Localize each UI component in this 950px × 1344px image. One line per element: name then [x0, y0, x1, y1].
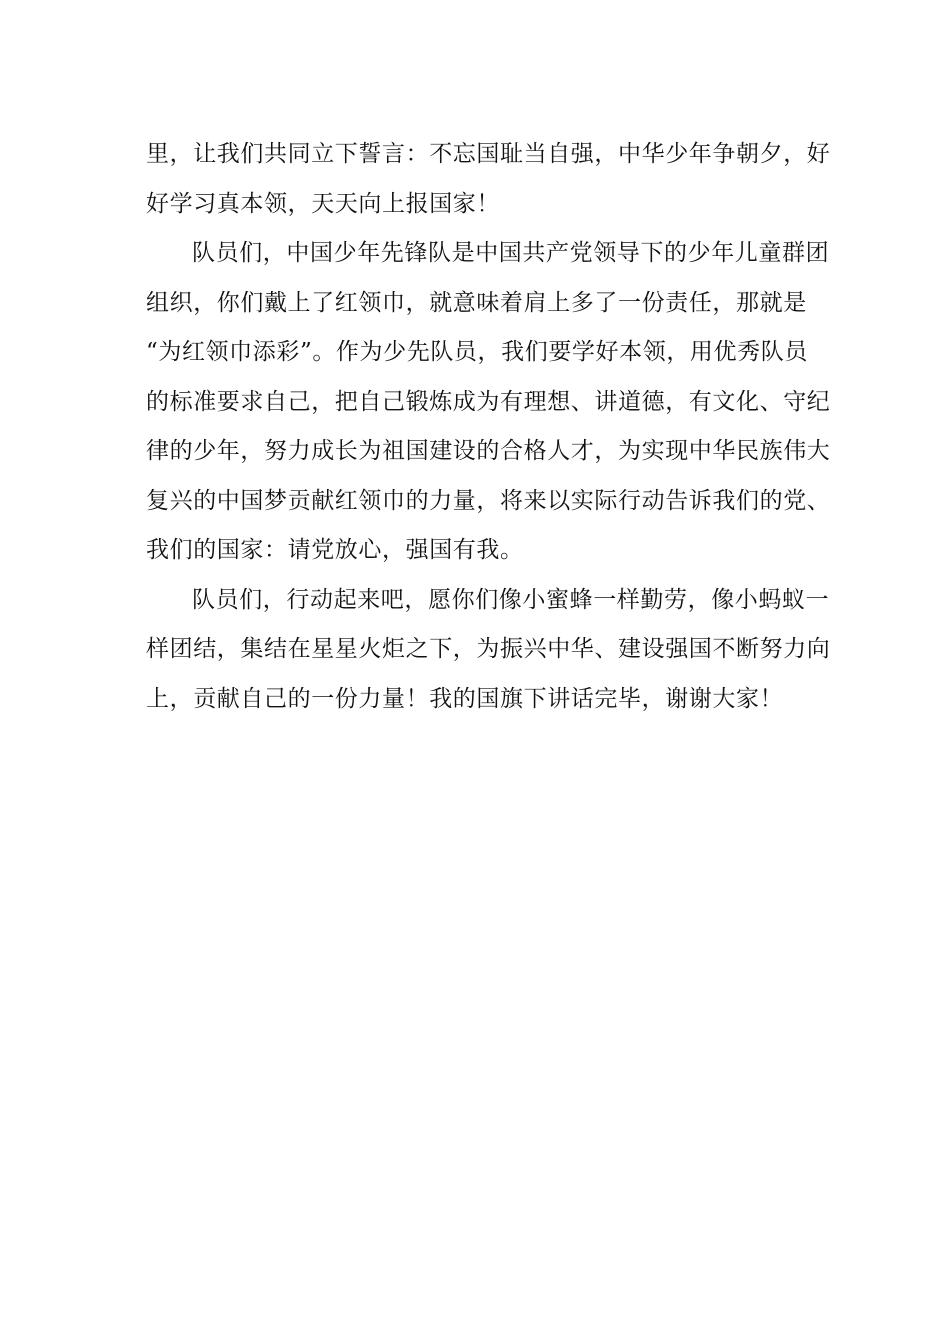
- paragraph-line: 我们的国家：请党放心，强国有我。: [146, 537, 524, 563]
- paragraph-line: 上，贡献自己的一份力量！我的国旗下讲话完毕，谢谢大家！: [146, 685, 784, 712]
- paragraph-3: [146, 576, 831, 725]
- paragraph-2: [146, 229, 831, 576]
- paragraph-line: 队员们，中国少年先锋队是中国共产党领导下的少年儿童群团: [192, 240, 830, 266]
- paragraph-line: 组织，你们戴上了红领巾，就意味着肩上多了一份责任，那就是: [146, 289, 807, 316]
- paragraph-line: 队员们，行动起来吧，愿你们像小蜜蜂一样勤劳，像小蚂蚁一: [192, 586, 830, 613]
- paragraph-line: “为红领巾添彩”。作为少先队员，我们要学好本领，用优秀队员: [146, 339, 808, 365]
- paragraph-line: 律的少年，努力成长为祖国建设的合格人才，为实现中华民族伟大: [146, 438, 831, 464]
- paragraph-line: 好学习真本领，天天向上报国家！: [146, 190, 500, 217]
- paragraph-line: 样团结，集结在星星火炬之下，为振兴中华、建设强国不断努力向: [146, 636, 831, 662]
- paragraph-line: 的标准要求自己，把自己锻炼成为有理想、讲道德，有文化、守纪: [146, 388, 831, 415]
- paragraph-1: [146, 130, 831, 229]
- paragraph-line: 里，让我们共同立下誓言：不忘国耻当自强，中华少年争朝夕，好: [146, 141, 831, 167]
- speech-text: [146, 130, 831, 724]
- paragraph-line: 复兴的中国梦贡献红领巾的力量，将来以实际行动告诉我们的党、: [146, 487, 831, 514]
